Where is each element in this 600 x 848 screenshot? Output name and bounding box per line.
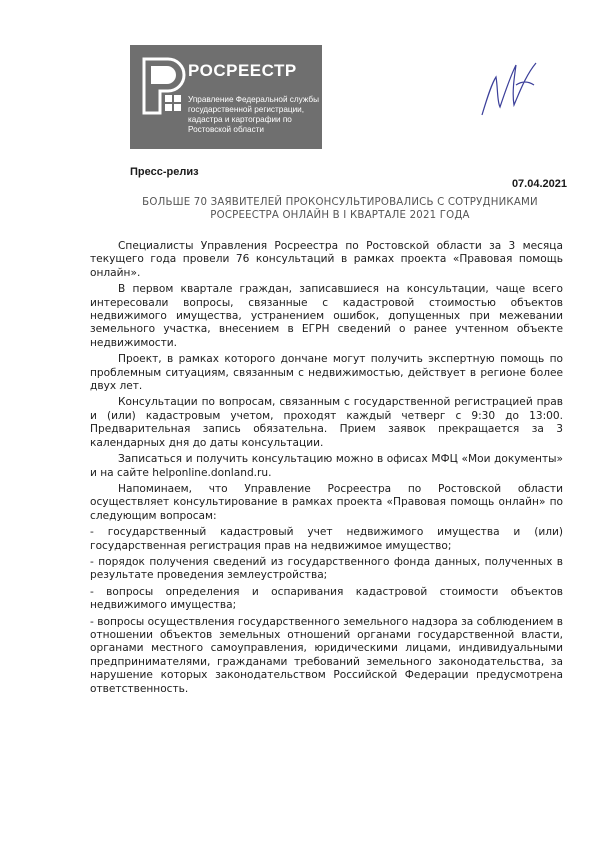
logo-name: РОСРЕЕСТР <box>188 61 297 80</box>
paragraph: Напоминаем, что Управление Росреестра по Ростовской области осуществляет консультирование в рамках проекта «Правовая помощь онлайн» по следующим вопросам: <box>90 482 563 522</box>
article-body <box>90 240 563 699</box>
paragraph: Записаться и получить консультацию можно в офисах МФЦ «Мои документы» и на сайте helponline.donland.ru. <box>90 453 563 479</box>
rosreestr-logo <box>130 45 322 149</box>
paragraph: Проект, в рамках которого дончане могут получить экспертную помощь по проблемным ситуациям, связанным с недвижимостью, действует в регионе более двух лет. <box>90 353 563 393</box>
paragraph: Консультации по вопросам, связанным с государственной регистрацией прав и (или) кадастровым учетом, проходят каждый четверг с 9:30 до 13:00. Предварительная запись обязательна. Прием заявок прекращается за 3 календарных дня до даты консультации. <box>90 396 563 449</box>
rosreestr-emblem-icon <box>138 57 186 115</box>
list-item: - порядок получения сведений из государственного фонда данных, полученных в результате проведения землеустройства; <box>90 555 563 582</box>
release-date: 07.04.2021 <box>511 178 567 190</box>
list-item: - вопросы определения и оспаривания кадастровой стоимости объектов недвижимого имущества; <box>90 585 563 612</box>
list-item: - государственный кадастровый учет недвижимого имущества и (или) государственная регистрация прав на недвижимое имущество; <box>90 526 563 552</box>
logo-subtitle: Управление Федеральной службы государственной регистрации, кадастра и картографии по Ростовской области <box>188 95 319 134</box>
list-item: - вопросы осуществления государственного земельного надзора за соблюдением в отношении объектов земельных отношений органами государственной власти, органами местного самоуправления, юридическими лицами, индивидуальными предпринимателями, гражданами требований земельного законодательства, за нарушение которых законодательством Российской Федерации предусмотрена ответственность. <box>90 615 563 695</box>
press-release-label: Пресс-релиз <box>130 166 199 178</box>
headline: БОЛЬШЕ 70 ЗАЯВИТЕЛЕЙ ПРОКОНСУЛЬТИРОВАЛИСЬ С СОТРУДНИКАМИ РОСРЕЕСТРА ОНЛАЙН В I КВАРТАЛЕ 2021 ГОДА <box>142 197 538 221</box>
handwritten-signature-icon <box>470 55 550 120</box>
paragraph: Специалисты Управления Росреестра по Ростовской области за 3 месяца текущего года провели 76 консультаций в рамках проекта «Правовая помощь онлайн». <box>90 240 563 279</box>
paragraph: В первом квартале граждан, записавшиеся на консультации, чаще всего интересовали вопросы, связанные с кадастровой стоимостью объектов недвижимого имущества, устранением ошибок, допущенных при межевании земельного участка, внесением в ЕГРН сведений о ранее учтенном объекте недвижимости. <box>90 283 563 349</box>
